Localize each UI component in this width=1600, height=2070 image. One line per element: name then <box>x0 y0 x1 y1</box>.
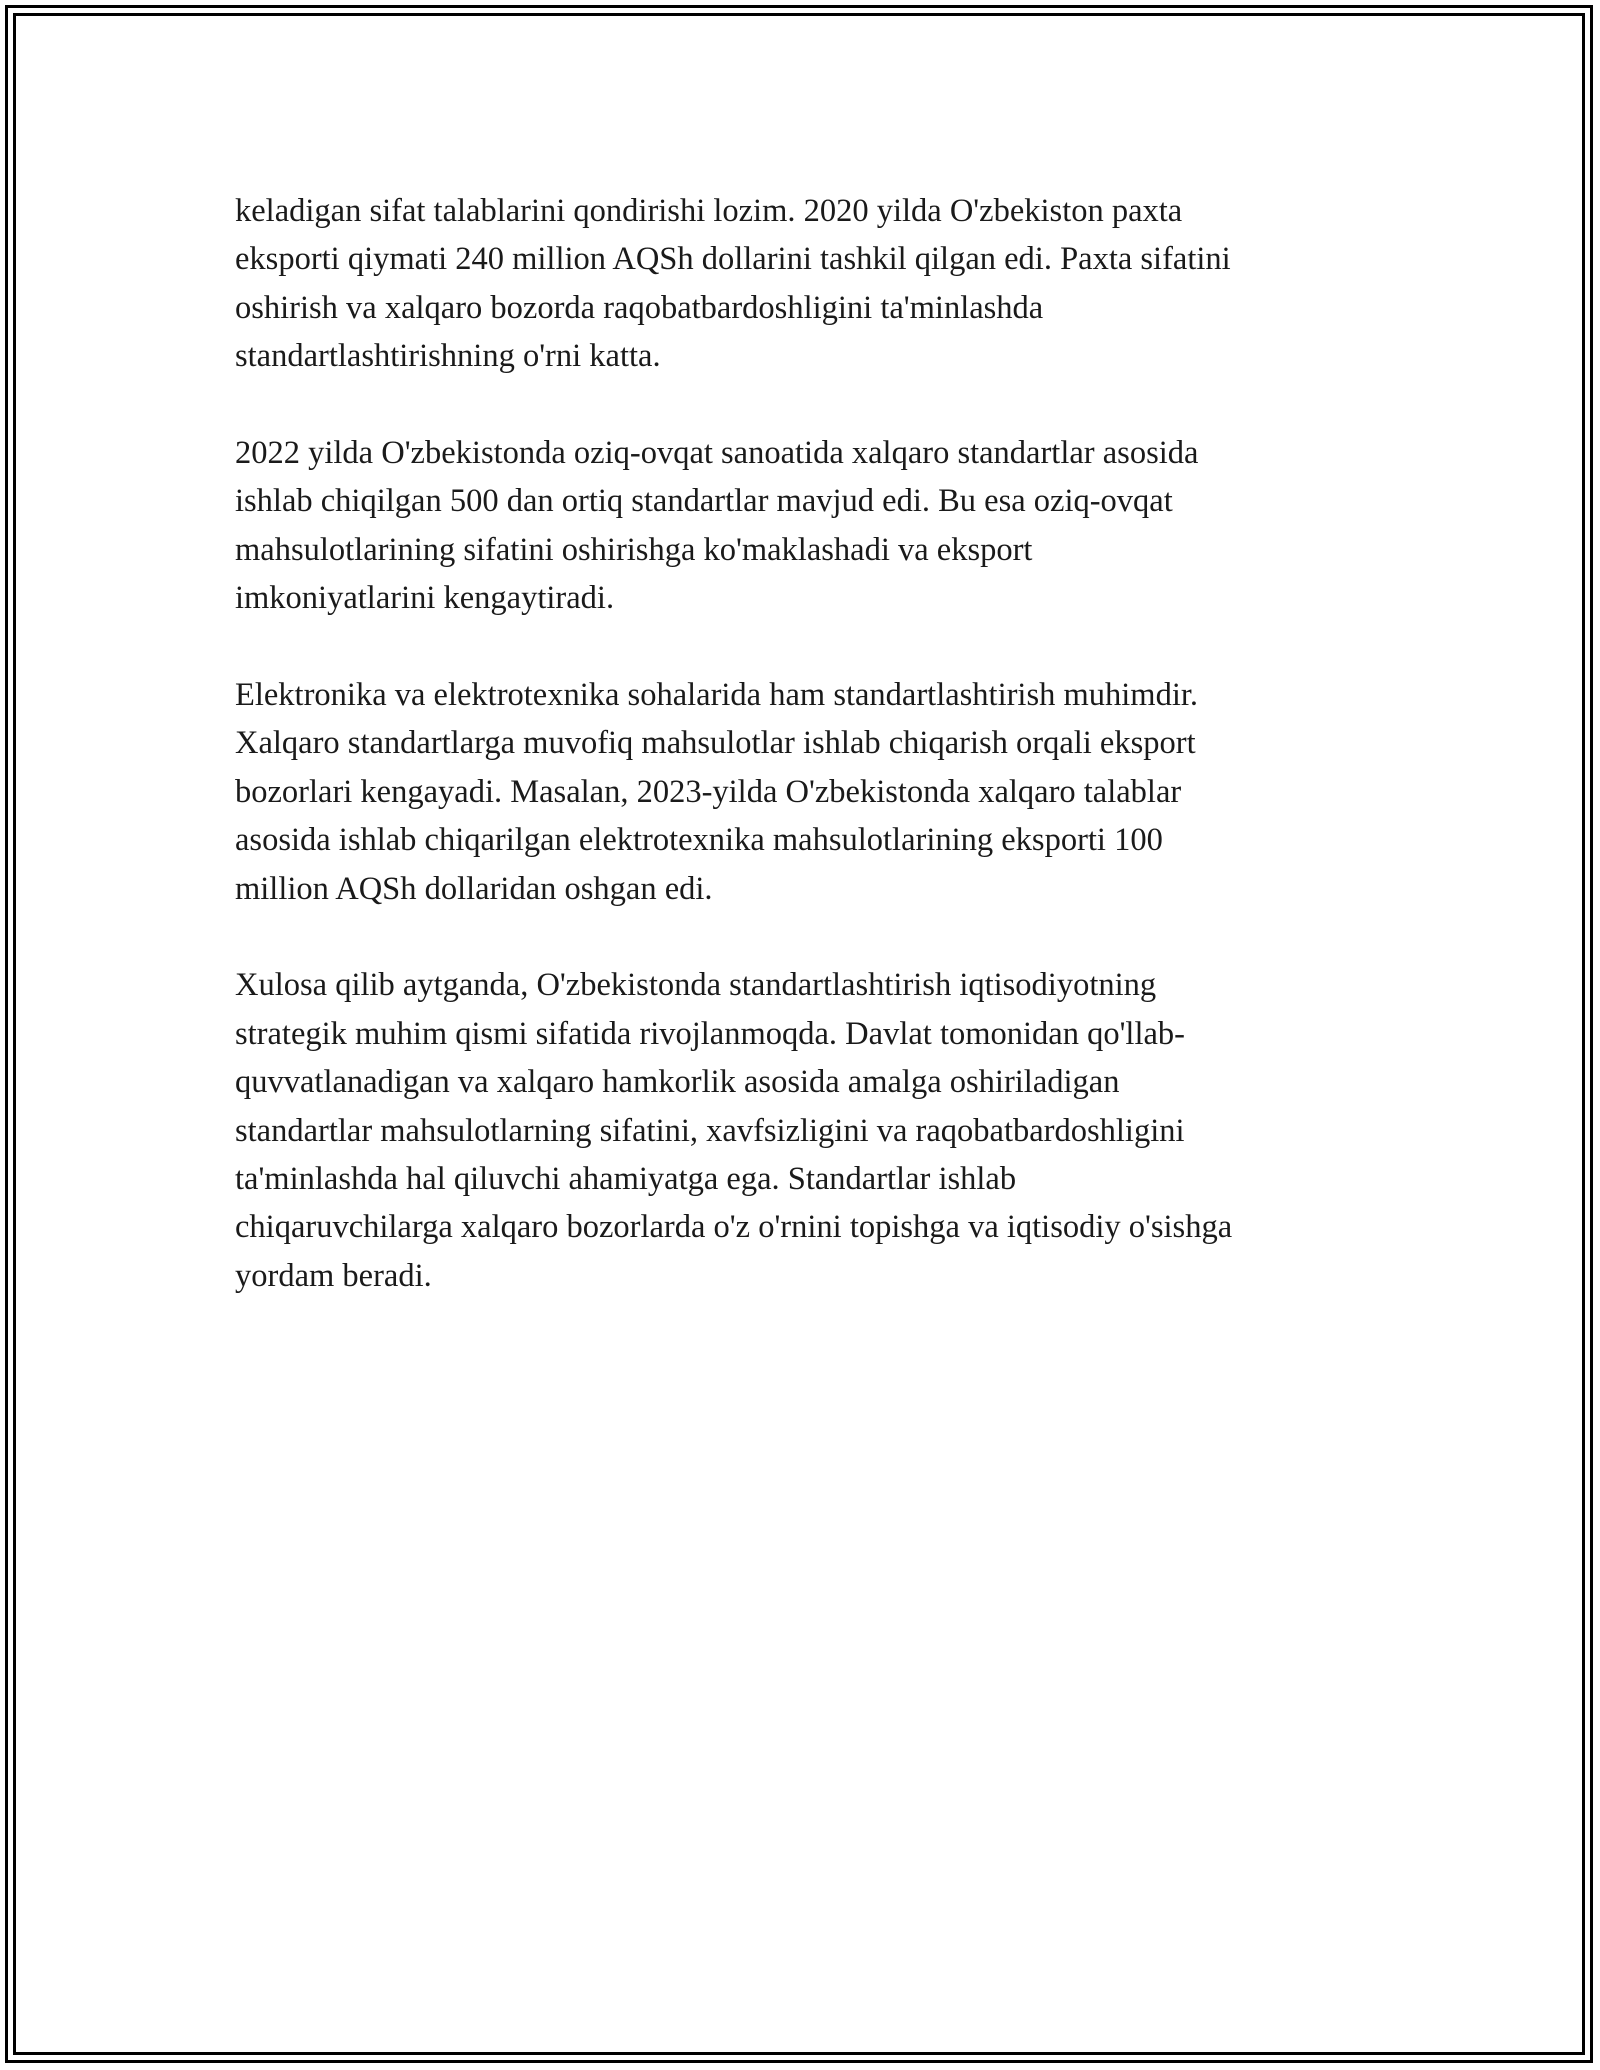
paragraph-electronics-standards: Elektronika va elektrotexnika sohalarida ham standartlashtirish muhimdir. Xalqaro standartlarga muvofiq mahsulotlar ishlab chiqarish orqali eksport bozorlari kengayadi. Masalan, 2023-yilda O'zbekistonda xalqaro talablar asosida ishlab chiqarilgan elektrotexnika mahsulotlarining eksporti 100 million AQSh dollaridan oshgan edi. <box>235 677 1199 907</box>
paragraph-cotton-export: keladigan sifat talablarini qondirishi lozim. 2020 yilda O'zbekiston paxta eksporti qiymati 240 million AQSh dollarini tashkil qilgan edi. Paxta sifatini oshirish va xalqaro bozorda raqobatbardoshligini ta'minlashda standartlashtirishning o'rni katta. <box>235 193 1231 375</box>
paragraph-conclusion: Xulosa qilib aytganda, O'zbekistonda standartlashtirish iqtisodiyotning strategik muhim qismi sifatida rivojlanmoqda. Davlat tomonidan qo'llab- quvvatlanadigan va xalqaro hamkorlik asosida amalga oshiriladigan standartlar mahsulotlarning sifatini, xavfsizligini va raqobatbardoshligini ta'minlashda hal qiluvchi ahamiyatga ega. Standartlar ishlab chiqaruvchilarga xalqaro bozorlarda o'z o'rnini topishga va iqtisodiy o'sishga yordam beradi. <box>235 967 1233 1294</box>
paragraph-food-industry-standards: 2022 yilda O'zbekistonda oziq-ovqat sanoatida xalqaro standartlar asosida ishlab chiqilgan 500 dan ortiq standartlar mavjud edi. Bu esa oziq-ovqat mahsulotlarining sifatini oshirishga ko'maklashadi va eksport imkoniyatlarini kengaytiradi. <box>235 435 1199 617</box>
document-body <box>235 187 1395 1349</box>
